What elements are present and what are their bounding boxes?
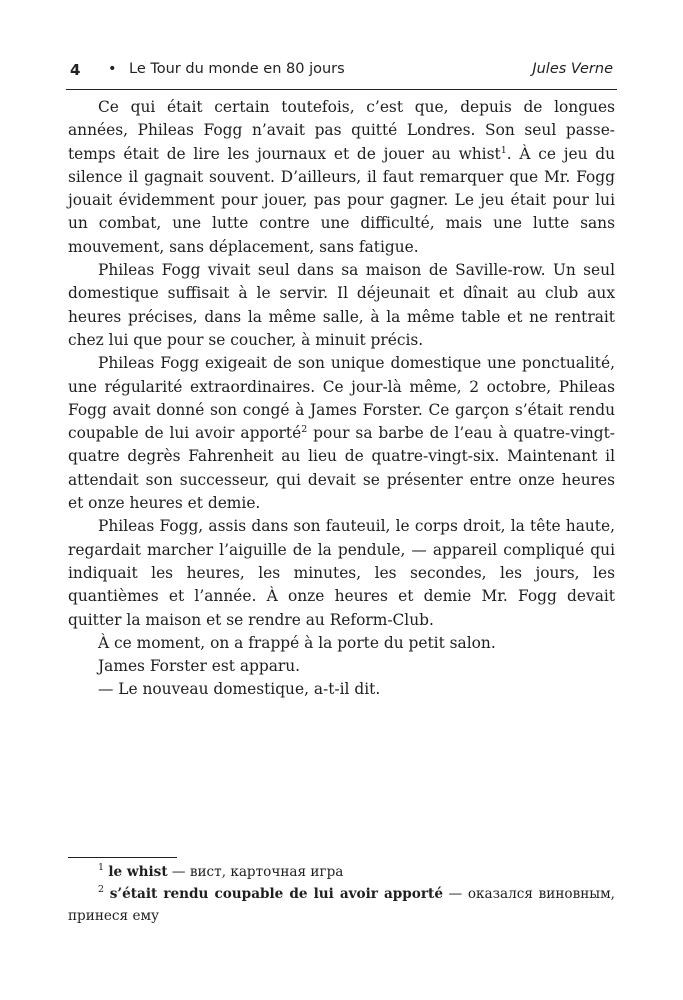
footnote-marker: 2 bbox=[301, 424, 308, 436]
footnote-translation: — оказался виновным, принеся ему bbox=[68, 886, 615, 924]
paragraph-text: Phileas Fogg exigeait de son unique domestique une ponctualité, une régularité extraordinaires. Ce jour-là même, 2 octobre, Phileas Fogg avait donné son congé à James Forster. Ce garçon s’était rendu coupable de lui avoir apporté bbox=[68, 354, 615, 443]
paragraph: Ce qui était certain toutefois, c’est que, depuis de longues années, Phileas Fogg n’avait pas quitté Londres. Son seul passe-temps était de lire les journaux et de jouer au whist$^1$. À ce jeu du silence il gagnait souvent. D’ailleurs, il faut remarquer que Mr. Fogg jouait évidemment pour jouer, pas pour gagner. Le jeu était pour lui un combat, une lutte contre une difficulté, mais une lutte sans mouvement, sans déplacement, sans fatigue. bbox=[68, 98, 616, 256]
paragraph-text: À ce jeu du silence il gagnait souvent. D’ailleurs, il faut remarquer que Mr. Fogg jouait évidemment pour jouer, pas pour gagner. Le jeu était pour lui un combat, une lutte contre une difficulté, mais une lutte sans mouvement, sans déplacement, sans fatigue. bbox=[68, 144, 616, 256]
footnote-term: le whist bbox=[108, 864, 168, 880]
header-bullet: • bbox=[108, 61, 117, 77]
footnote-marker: 1 bbox=[500, 144, 507, 156]
main-text bbox=[68, 96, 615, 702]
paragraph: James Forster est apparu. bbox=[98, 657, 301, 676]
paragraph-text: pour sa barbe de l’eau à quatre-vingt-quatre degrès Fahrenheit au lieu de quatre-vingt-six. Maintenant il attendait son successeur, qui devait se présenter entre onze heures et onze heures et demie. bbox=[68, 424, 615, 513]
header-rule bbox=[66, 89, 617, 90]
author-name: Jules Verne bbox=[532, 61, 613, 77]
footnote-number: 1 bbox=[98, 862, 105, 873]
footnote bbox=[68, 861, 615, 883]
paragraph: À ce moment, on a frappé à la porte du petit salon. bbox=[98, 633, 496, 652]
footnote-separator bbox=[68, 857, 177, 858]
footnote-term: s’était rendu coupable de lui avoir apporté bbox=[109, 886, 443, 902]
paragraph bbox=[68, 352, 615, 515]
paragraph-text: Ce qui était certain toutefois, c’est que, depuis de longues années, Phileas Fogg n’avait pas quitté Londres. Son seul passe-temps était de lire les journaux et de jouer au whist bbox=[68, 98, 615, 163]
footnotes bbox=[68, 861, 615, 927]
book-title: Le Tour du monde en 80 jours bbox=[129, 61, 345, 77]
running-header bbox=[68, 56, 615, 84]
paragraph: — Le nouveau domestique, a-t-il dit. bbox=[98, 680, 381, 699]
footnote-number: 2 bbox=[98, 884, 105, 895]
footnote-translation: — вист, карточная игра bbox=[167, 864, 344, 880]
paragraph: Phileas Fogg, assis dans son fauteuil, le corps droit, la tête haute, regardait marcher l’aiguille de la pendule, — appareil compliqué qui indiquait les heures, les minutes, les secondes, les jours, les quantièmes et l’année. À onze heures et demie Mr. Fogg devait quitter la maison et se rendre au Reform-Club. bbox=[68, 517, 615, 629]
page-number: 4 bbox=[70, 61, 81, 79]
footnote bbox=[68, 883, 615, 927]
paragraph: Phileas Fogg vivait seul dans sa maison de Saville-row. Un seul domestique suffisait à le servir. Il déjeunait et dînait au club aux heures précises, dans la même salle, à la même table et ne rentrait chez lui que pour se coucher, à minuit précis. bbox=[68, 261, 615, 349]
